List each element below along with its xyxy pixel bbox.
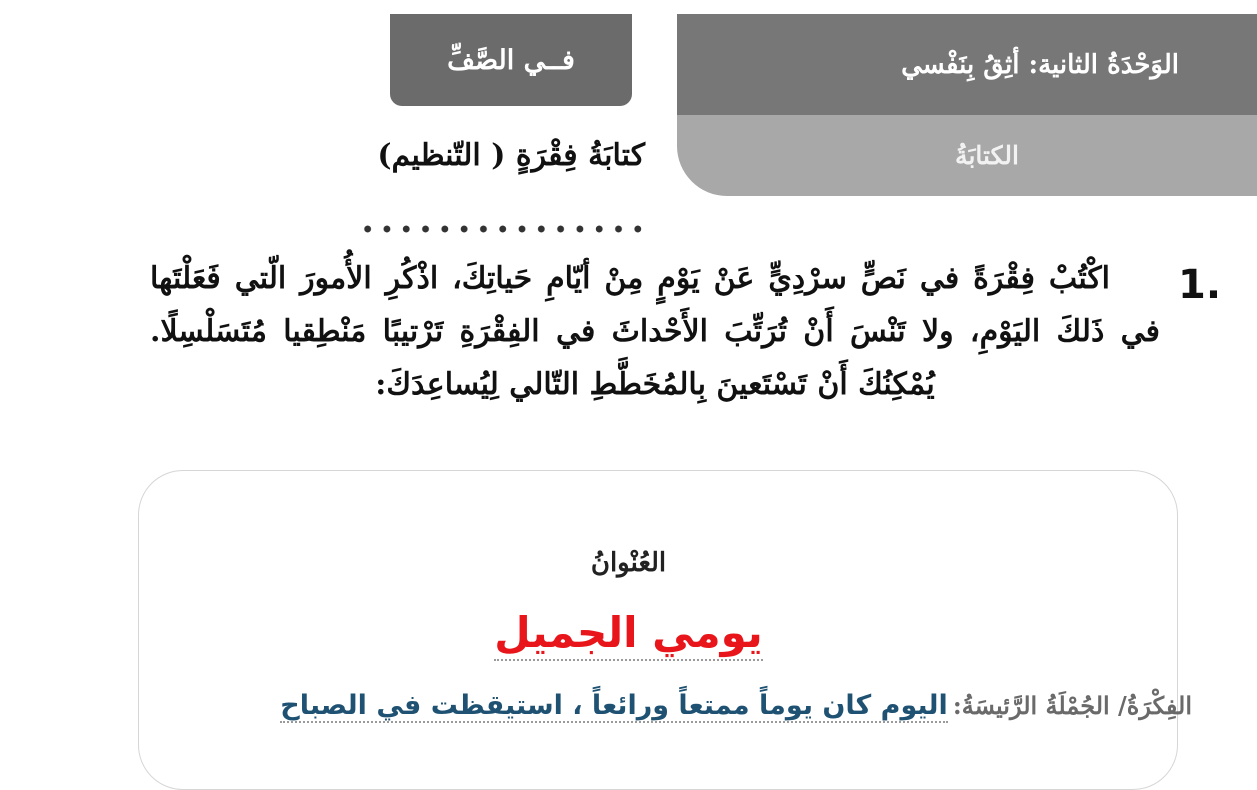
unit-subtitle: الكتابَةُ xyxy=(677,115,1257,196)
main-idea-value: اليوم كان يوماً ممتعاً ورائعاً ، استيقظت في الصباح xyxy=(280,690,948,721)
question-text xyxy=(150,252,1160,411)
lesson-title: كتابَةُ فِقْرَةٍ ( التّنظيم) xyxy=(377,138,645,173)
story-title-value: يومي الجميل xyxy=(494,608,762,661)
main-idea-label: الفِكْرَةُ/ الجُمْلَةُ الرَّئيسَةُ: xyxy=(952,691,1192,720)
in-class-tab xyxy=(390,14,632,106)
dotted-divider xyxy=(358,222,648,236)
in-class-label: فــي الصَّفِّ xyxy=(447,44,575,76)
question-body: اكْتُبْ فِقْرَةً في نَصٍّ سرْدِيٍّ عَنْ يَوْمٍ مِنْ أيّامِ حَياتِكَ، اذْكُرِ الأُمورَ الّتي فَعَلْتَها في ذَلكَ اليَوْمِ، ولا تَنْسَ أَنْ تُرَتِّبَ الأَحْداثَ في الفِقْرَةِ تَرْتيبًا مَنْطِقيا مُتَسَلْسِلًا. يُمْكِنُكَ أَنْ تَسْتَعينَ بِالمُخَطَّطِ التّالي لِيُساعِدَكَ: xyxy=(150,261,1160,402)
organizer-title-label: العُنْوانُ xyxy=(590,548,667,578)
unit-title: الوَحْدَةُ الثانية: أثِقُ بِنَفْسي xyxy=(677,14,1257,115)
unit-header xyxy=(677,14,1257,196)
main-idea-row xyxy=(280,690,1192,721)
question-number: 1. xyxy=(1178,262,1222,308)
story-title xyxy=(0,608,1257,657)
